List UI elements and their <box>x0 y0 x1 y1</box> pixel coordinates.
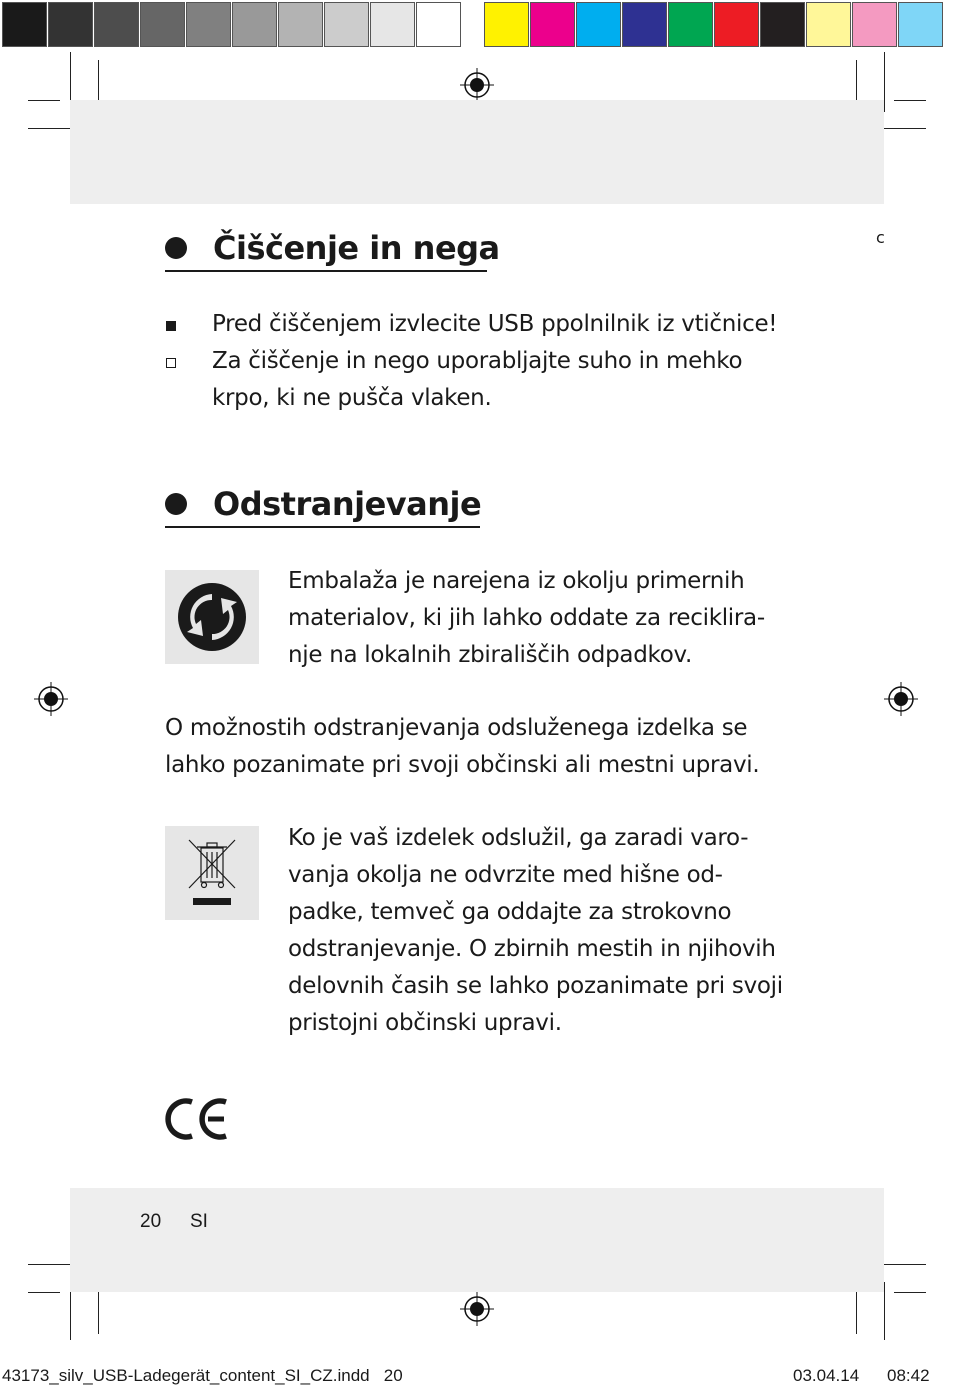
section-heading-disposal <box>165 484 481 524</box>
trim-mark <box>894 100 926 101</box>
color-swatch <box>48 2 93 47</box>
disposal-info-text: lahko pozanimate pri svoji občinski ali mestni upravi. <box>165 752 760 778</box>
color-swatch <box>370 2 415 47</box>
heading-bullet-icon <box>165 493 187 515</box>
packaging-text: Embalaža je narejena iz okolju primernih <box>288 568 745 594</box>
cleaning-item-text: Pred čiščenjem izvlecite USB ppolnilnik iz vtičnice! <box>212 311 778 337</box>
green-dot-recycling-icon <box>165 570 259 664</box>
trim-mark <box>894 1292 926 1293</box>
cleaning-item-text: krpo, ki ne pušča vlaken. <box>212 385 492 411</box>
trim-mark <box>28 1292 60 1293</box>
color-swatch <box>852 2 897 47</box>
color-swatch <box>530 2 575 47</box>
slug-filename: 43173_silv_USB-Ladegerät_content_SI_CZ.indd 20 <box>2 1366 403 1385</box>
heading-underline <box>165 270 487 272</box>
registration-mark-icon <box>34 682 68 716</box>
color-swatch <box>484 2 529 47</box>
registration-mark-icon <box>460 68 494 102</box>
outline-square-bullet-icon <box>166 358 176 368</box>
heading-title: Odstranjevanje <box>213 485 482 523</box>
registration-mark-icon <box>460 1292 494 1326</box>
crossed-bin-icon <box>165 826 259 920</box>
packaging-text: nje na lokalnih zbirališčih odpadkov. <box>288 642 693 668</box>
heading-title: Čiščenje in nega <box>213 229 500 267</box>
color-swatch <box>140 2 185 47</box>
registration-mark-icon <box>884 682 918 716</box>
color-swatch <box>278 2 323 47</box>
trim-mark <box>884 1282 885 1340</box>
weee-text: pristojni občinski upravi. <box>288 1010 562 1036</box>
color-swatch <box>622 2 667 47</box>
filled-square-bullet-icon <box>166 321 176 331</box>
weee-text: Ko je vaš izdelek odslužil, ga zaradi varo- <box>288 825 749 851</box>
section-heading-cleaning <box>165 228 500 268</box>
cleaning-item-text: Za čiščenje in nego uporabljajte suho in mehko <box>212 348 743 374</box>
gray-swatch-bar <box>2 2 462 47</box>
slug-date: 03.04.14 <box>793 1366 860 1385</box>
disposal-info-text: O možnostih odstranjevanja odsluženega izdelka se <box>165 715 748 741</box>
heading-bullet-icon <box>165 237 187 259</box>
ce-mark-icon <box>164 1096 232 1142</box>
color-swatch <box>416 2 461 47</box>
weee-text: vanja okolja ne odvrzite med hišne od- <box>288 862 723 888</box>
color-swatch <box>232 2 277 47</box>
trim-mark <box>28 100 60 101</box>
color-swatch <box>898 2 943 47</box>
color-swatch <box>324 2 369 47</box>
header-band <box>70 100 884 204</box>
packaging-text: materialov, ki jih lahko oddate za reciklira- <box>288 605 765 631</box>
language-code: SI <box>190 1211 208 1232</box>
color-swatch <box>668 2 713 47</box>
color-swatch-bar <box>484 2 944 47</box>
color-swatch <box>2 2 47 47</box>
color-swatch <box>94 2 139 47</box>
slug-time: 08:42 <box>887 1366 930 1385</box>
side-mark: c <box>876 228 885 247</box>
page-number: 20 <box>140 1211 162 1232</box>
weee-text: delovnih časih se lahko pozanimate pri svoji <box>288 973 783 999</box>
color-swatch <box>806 2 851 47</box>
color-swatch <box>576 2 621 47</box>
footer-band <box>70 1188 884 1292</box>
trim-mark <box>884 52 885 112</box>
heading-underline <box>165 526 480 528</box>
weee-text: padke, temveč ga oddajte za strokovno <box>288 899 732 925</box>
weee-text: odstranjevanje. O zbirnih mestih in njihovih <box>288 936 776 962</box>
color-swatch <box>760 2 805 47</box>
color-swatch <box>714 2 759 47</box>
color-swatch <box>186 2 231 47</box>
